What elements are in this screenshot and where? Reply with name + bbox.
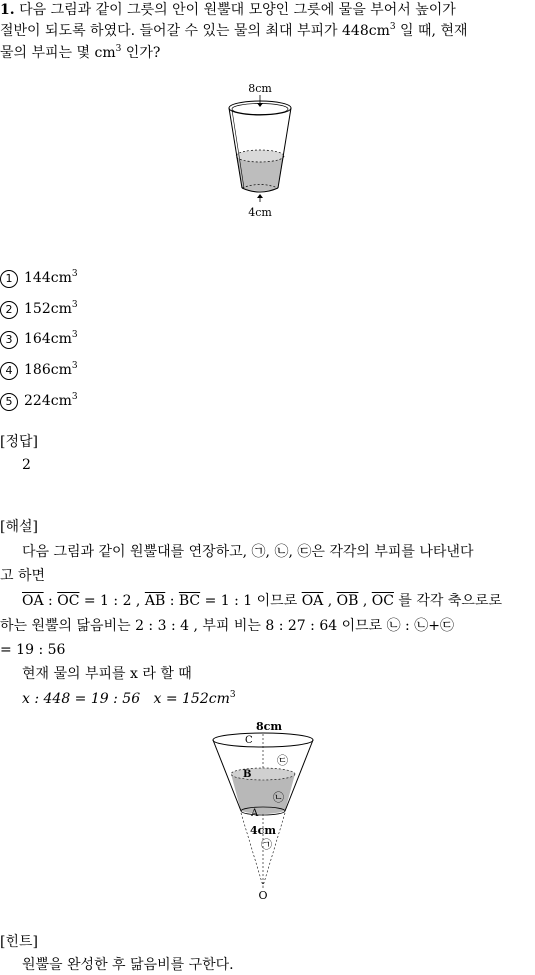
point-o: O: [258, 889, 268, 902]
sup-3: 3: [71, 361, 78, 371]
sup-3: 3: [71, 330, 78, 340]
question-line-1: [0, 0, 456, 20]
ratio-1: = 1 : 2 ,: [79, 593, 145, 609]
question-line-2: [0, 21, 468, 41]
fig1-bottom-label: 4cm: [248, 206, 272, 219]
question-text-3b: 인가?: [121, 45, 161, 61]
seg-bc: $\overline{BC}$: [178, 593, 201, 609]
explanation-p1-line1: 다음 그림과 같이 원뿔대를 연장하고, ㉠, ㉡, ㉢은 각각의 부피를 나타낸다: [22, 544, 474, 560]
choice-3[interactable]: [0, 329, 78, 349]
choice-4-number: 4: [0, 362, 18, 380]
hint-text: 원뿔을 완성한 후 닮음비를 구한다.: [22, 957, 234, 973]
sup-3: 3: [71, 300, 78, 310]
ratio-2: = 1 : 1 이므로: [200, 593, 302, 609]
seg-ob: $\overline{OB}$: [336, 593, 359, 609]
choice-2[interactable]: [0, 299, 78, 319]
seg-oc-2: $\overline{OC}$: [371, 593, 394, 609]
explanation-p5: 현재 물의 부피를 x 라 할 때: [22, 666, 192, 682]
question-text-2b: 일 때, 현재: [395, 23, 468, 39]
comma: ,: [358, 593, 372, 609]
mark-3: ㉢: [277, 754, 288, 767]
answer-heading: [정답]: [0, 434, 38, 450]
question-line-3: [0, 43, 160, 63]
colon: :: [43, 593, 58, 609]
question-text-1: 다음 그림과 같이 그릇의 안이 원뿔대 모양인 그릇에 물을 부어서 높이가: [19, 2, 456, 18]
mark-2: ㉡: [273, 791, 284, 804]
question-text-2a: 절반이 되도록 하였다. 들어갈 수 있는 물의 최대 부피가 448cm: [0, 23, 390, 39]
explanation-p3: 하는 원뿔의 닮음비는 2 : 3 : 4 , 부피 비는 8 : 27 : 64 이므로 ㉡ : ㉡+㉢: [0, 618, 454, 634]
seg-oc: $\overline{OC}$: [57, 593, 80, 609]
choice-1-text: 144cm: [24, 270, 72, 286]
choice-4-text: 186cm: [24, 362, 72, 378]
sup-3: 3: [389, 22, 396, 32]
p2-tail: 를 각각 축으로로: [393, 593, 502, 609]
sup-3: 3: [71, 392, 78, 402]
choice-5-text: 224cm: [24, 393, 72, 409]
choice-2-number: 2: [0, 301, 18, 319]
explanation-p2: [22, 591, 502, 611]
question-number: 1.: [0, 2, 15, 18]
seg-ab: $\overline{AB}$: [144, 593, 166, 609]
frustum-figure: [220, 80, 300, 229]
hint-heading: [힌트]: [0, 934, 38, 950]
eq-2: x = 152cm: [153, 691, 230, 707]
sup-3: 3: [229, 690, 236, 700]
sup-3: 3: [71, 269, 78, 279]
choice-3-number: 3: [0, 331, 18, 349]
point-c: C: [245, 735, 253, 746]
choice-3-text: 164cm: [24, 331, 72, 347]
fig2-top-label: 8cm: [256, 720, 282, 733]
comma: ,: [323, 593, 337, 609]
eq-1: x : 448 = 19 : 56: [22, 691, 141, 707]
choice-5[interactable]: [0, 391, 78, 411]
sup-3: 3: [115, 44, 122, 54]
choice-4[interactable]: [0, 360, 78, 380]
cone-figure: [205, 718, 320, 907]
fig2-bottom-label: 4cm: [250, 824, 276, 837]
answer-value: 2: [22, 457, 31, 473]
seg-oa: $\overline{OA}$: [22, 593, 44, 609]
choice-2-text: 152cm: [24, 301, 72, 317]
choice-1[interactable]: [0, 268, 78, 288]
explanation-p6: [22, 689, 236, 709]
question-text-3a: 물의 부피는 몇 cm: [0, 45, 116, 61]
explanation-p1-line2: 고 하면: [0, 568, 46, 584]
seg-oa-2: $\overline{OA}$: [301, 593, 324, 609]
explanation-heading: [해설]: [0, 519, 38, 535]
choice-1-number: 1: [0, 270, 18, 288]
explanation-p4: = 19 : 56: [0, 642, 66, 658]
point-b: B: [243, 769, 252, 780]
mark-1: ㉠: [261, 838, 272, 851]
point-a: A: [251, 808, 259, 819]
fig1-top-label: 8cm: [248, 82, 272, 95]
colon: :: [165, 593, 179, 609]
choice-5-number: 5: [0, 393, 18, 411]
